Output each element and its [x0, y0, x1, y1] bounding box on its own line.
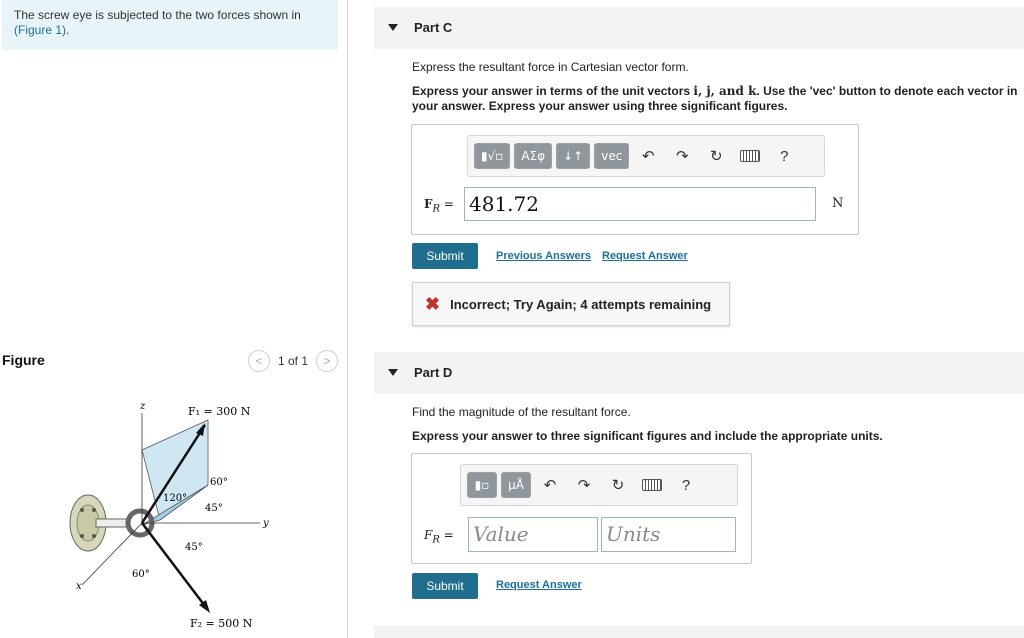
y-axis-label: y [263, 518, 269, 529]
templates-button[interactable]: ▮√▫ [474, 143, 510, 169]
units-button[interactable]: μÅ [501, 472, 531, 498]
part-c-instruction-1: Express the resultant force in Cartesian vector form. [412, 60, 689, 74]
screw-eye-diagram [60, 395, 290, 635]
part-d-header[interactable] [374, 352, 1024, 394]
figure-pager [248, 350, 338, 372]
vec-button[interactable]: vec [594, 143, 629, 169]
figure-header [2, 350, 338, 380]
part-d-instruction-2: Express your answer to three significant figures and include the appropriate units. [412, 429, 883, 443]
var-sub: R [432, 534, 440, 546]
help-icon[interactable]: ? [681, 476, 691, 494]
x-axis-label: x [76, 581, 82, 592]
unit-label: N [832, 196, 844, 211]
var-f: F [424, 528, 433, 542]
problem-intro [2, 0, 338, 50]
collapse-triangle-icon[interactable] [388, 369, 398, 376]
part-d-submit-button[interactable]: Submit [412, 573, 478, 599]
pager-label: 1 of 1 [277, 354, 308, 368]
greek-button[interactable]: ΑΣφ [514, 143, 552, 169]
figure-title: Figure [2, 352, 45, 368]
reset-icon[interactable]: ↻ [611, 477, 625, 494]
f1-label: F₁ = 300 N [188, 405, 251, 418]
left-panel [0, 0, 348, 638]
keyboard-icon[interactable] [637, 472, 667, 498]
instruction-2b: . Use the 'vec' button to denote each vector in your answer. Express your answer using three significant figures. [412, 84, 1018, 113]
part-d-toolbar [460, 464, 738, 506]
var-f: F [424, 197, 433, 211]
undo-icon[interactable]: ↶ [543, 477, 557, 494]
redo-icon[interactable]: ↷ [676, 148, 689, 165]
feedback-message [412, 282, 730, 326]
part-d-answer-box [411, 453, 752, 564]
angle-120-label: 120° [163, 493, 188, 504]
keyboard-icon[interactable] [735, 143, 765, 169]
figure-image [60, 395, 290, 635]
previous-answers-link[interactable]: Previous Answers [496, 250, 591, 262]
chevron-right-icon[interactable]: > [316, 350, 338, 372]
z-axis-label: z [140, 401, 146, 412]
part-d-title: Part D [414, 365, 453, 380]
next-part-header-edge [374, 626, 1024, 638]
equals: = [439, 528, 454, 542]
equals: = [440, 197, 454, 211]
part-c-title: Part C [414, 20, 453, 35]
fr-label [424, 197, 454, 214]
figure-link[interactable]: (Figure 1) [14, 23, 67, 37]
instruction-2a: Express your answer in terms of the unit vectors [412, 84, 694, 98]
reset-icon[interactable]: ↻ [710, 148, 723, 165]
templates-button[interactable]: ▮▫ [467, 472, 497, 498]
angle-45b-label: 45° [185, 542, 203, 553]
chevron-left-icon[interactable]: < [248, 350, 270, 372]
arrows-button[interactable]: ↓↑ [556, 143, 590, 169]
part-c-toolbar [467, 135, 825, 177]
part-d-instruction-1: Find the magnitude of the resultant force. [412, 405, 631, 419]
units-input[interactable]: Units [601, 517, 736, 552]
part-c-header[interactable] [374, 7, 1024, 49]
angle-60-label: 60° [210, 477, 228, 488]
var-sub: R [432, 203, 441, 215]
unit-vectors: i, j, and k [693, 84, 757, 98]
f2-label: F₂ = 500 N [190, 617, 253, 630]
collapse-triangle-icon[interactable] [388, 24, 398, 31]
part-d-request-answer-link[interactable]: Request Answer [496, 579, 582, 591]
value-input[interactable]: Value [468, 517, 598, 552]
part-c-instruction-2 [412, 84, 1024, 114]
part-c-submit-button[interactable]: Submit [412, 243, 478, 269]
part-c-request-answer-link[interactable]: Request Answer [602, 250, 688, 262]
part-c-answer-box [411, 124, 859, 235]
intro-suffix: . [66, 23, 70, 37]
intro-text: The screw eye is subjected to the two forces shown in [14, 8, 301, 22]
fr-label [424, 528, 454, 545]
angle-45a-label: 45° [205, 503, 223, 514]
redo-icon[interactable]: ↷ [577, 477, 591, 494]
feedback-text: Incorrect; Try Again; 4 attempts remaining [450, 296, 712, 312]
angle-60b-label: 60° [132, 569, 150, 580]
help-icon[interactable]: ? [780, 147, 789, 165]
undo-icon[interactable]: ↶ [642, 148, 655, 165]
error-icon: ✖ [425, 293, 441, 314]
fr-vector-input[interactable]: 481.72 [464, 187, 816, 221]
